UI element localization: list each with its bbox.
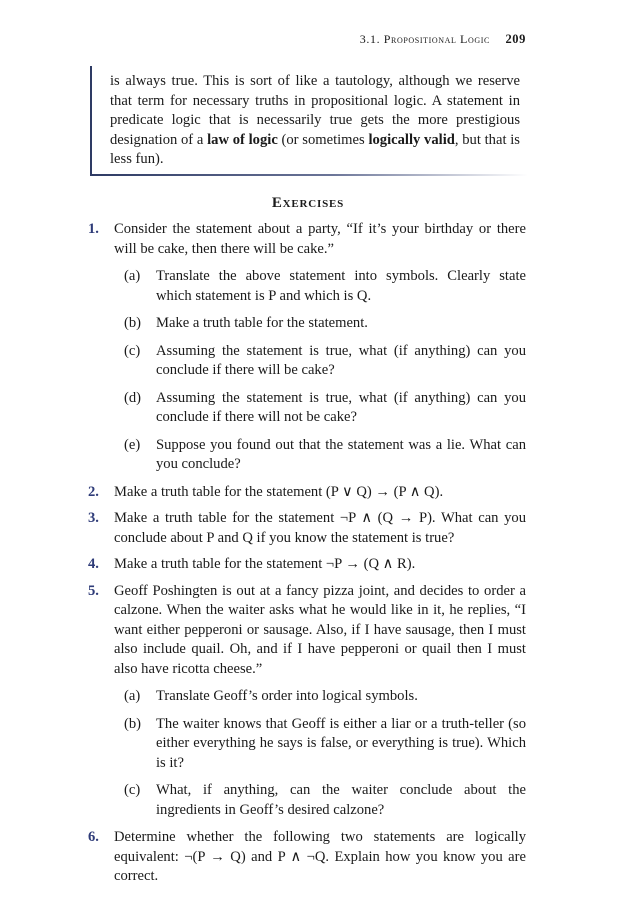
exercise-list xyxy=(88,220,526,894)
subexercise-item xyxy=(124,342,526,381)
subexercise-item xyxy=(124,781,526,820)
exercise-text: Geoff Poshingten is out at a fancy pizza joint, and decides to order a calzone. When the waiter asks what he would like in it, he replies, “I want either pepperoni or sausage. Also, if I have sausage, then I must also include quail. Oh, and if I have pepperoni or quail then I must also have ricotta cheese.” xyxy=(114,582,526,677)
exercise-number: 1. xyxy=(88,221,99,237)
exercise-item xyxy=(88,555,526,575)
subexercise-label: (a) xyxy=(124,268,141,284)
exercise-text: Make a truth table for the statement (P ∨ Q) → (P ∧ Q). xyxy=(114,483,444,500)
callout-box xyxy=(90,66,528,176)
subexercise-label: (b) xyxy=(124,715,142,732)
section-title: 3.1. Propositional Logic xyxy=(359,32,490,46)
exercise-item xyxy=(88,828,526,887)
subexercise-text: Assuming the statement is true, what (if anything) can you conclude if there will be cake? xyxy=(156,342,526,378)
subexercise-label: (a) xyxy=(124,688,141,704)
exercise-number: 6. xyxy=(88,829,99,845)
exercise-text: Make a truth table for the statement ¬P ∧ (Q → P). What can you conclude about P and Q if you know the statement is true? xyxy=(114,510,526,546)
subexercise-item xyxy=(124,687,526,707)
subexercise-item xyxy=(124,267,526,306)
exercise-text: Determine whether the following two statements are logically equivalent: ¬(P → Q) and P ∧ ¬Q. Explain how you know you are correct. xyxy=(114,829,526,884)
running-header xyxy=(90,32,526,52)
subexercise-item xyxy=(124,436,526,475)
term-logically-valid: logically valid xyxy=(368,131,455,148)
exercise-item xyxy=(88,483,526,503)
exercise-item xyxy=(88,582,526,821)
exercises-heading: Exercises xyxy=(271,195,345,211)
exercise-item xyxy=(88,509,526,548)
callout-rule xyxy=(92,174,528,176)
subexercise-text: Translate Geoff’s order into logical symbols. xyxy=(156,688,418,704)
subexercise-text: What, if anything, can the waiter conclude about the ingredients in Geoff’s desired calzone? xyxy=(156,782,526,818)
exercise-number: 5. xyxy=(88,582,99,599)
subexercise-label: (c) xyxy=(124,782,141,798)
subexercise-label: (c) xyxy=(124,342,141,359)
subexercise-text: Suppose you found out that the statement was a lie. What can you conclude? xyxy=(156,436,526,472)
subexercise-label: (e) xyxy=(124,436,141,453)
subexercise-text: Assuming the statement is true, what (if anything) can you conclude if there will not be cake? xyxy=(156,389,526,425)
page-number: 209 xyxy=(505,32,526,46)
exercise-text: Make a truth table for the statement ¬P → (Q ∧ R). xyxy=(114,556,416,572)
subexercise-item xyxy=(124,389,526,428)
subexercise-text: Make a truth table for the statement. xyxy=(156,315,368,331)
exercise-number: 4. xyxy=(88,556,99,572)
subexercise-label: (b) xyxy=(124,315,142,331)
callout-text: is always true. This is sort of like a tautology, although we reserve that term for necessary truths in propositional logic. A statement in predicate logic that is necessarily true gets the more prestigious designation of a law of logic (or sometimes logically valid, but that is less fun). xyxy=(110,73,520,167)
exercise-number: 3. xyxy=(88,510,99,526)
exercise-item xyxy=(88,220,526,475)
subexercise-label: (d) xyxy=(124,389,142,406)
term-law-of-logic: law of logic xyxy=(207,131,278,148)
exercise-text: Consider the statement about a party, “If it’s your birthday or there will be cake, then there will be cake.” xyxy=(114,221,526,257)
exercise-number: 2. xyxy=(88,483,99,500)
subexercise-text: The waiter knows that Geoff is either a liar or a truth-teller (so either everything he says is false, or everything is true). Which is it? xyxy=(156,715,526,771)
subexercise-text: Translate the above statement into symbols. Clearly state which statement is P and which is Q. xyxy=(156,268,526,304)
subexercise-item xyxy=(124,314,526,334)
subexercise-item xyxy=(124,715,526,774)
